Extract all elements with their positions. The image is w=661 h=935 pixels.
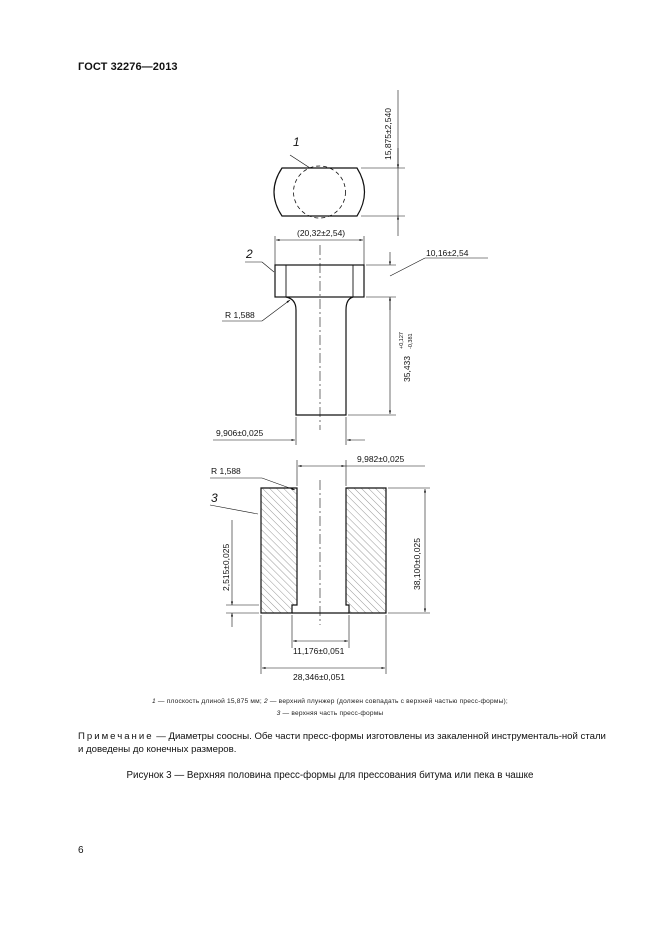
dim-outer-diameter: 28,346±0,051 [293,672,345,682]
dim-plunger-head-height: 10,16±2,54 [426,248,469,258]
figure-caption: Рисунок 3 — Верхняя половина пресс-формы для прессования битума или пека в чашке [126,770,534,781]
figure-legend-line-2 [60,710,600,717]
part3-mold-section [210,454,430,682]
label-item-3: 3 [211,491,218,505]
document-header: ГОСТ 32276—2013 [78,61,178,73]
dim-flat-length: 15,875±2,540 [383,108,393,160]
legend-num-2: 2 [263,698,268,705]
legend-num-1: 1 [152,698,156,705]
dim-cup-height: 38,100±0,025 [412,538,422,590]
note-text: — Диаметры соосны. Обе части пресс-формы изготовлены из закаленной инструменталь-ной стали и доведены до конечных размеров. [78,731,606,755]
label-item-1: 1 [293,135,300,149]
dim-bore-diameter: 9,982±0,025 [357,454,405,464]
dim-plunger-length-base: 35,433 [402,356,412,382]
dim-bore-bottom-height: 2,515±0,025 [221,543,231,591]
dim-radius-top: R 1,588 [225,310,255,320]
legend-num-3: 3 [276,710,281,717]
dim-plunger-head-width: (20,32±2,54) [297,228,346,238]
legend-text-2: — верхний плунжер (должен совпадать с верхней частью пресс-формы); [267,698,508,705]
dim-counterbore-diameter: 11,176±0,051 [293,646,345,656]
dim-plunger-diameter: 9,906±0,025 [216,428,264,438]
label-item-2: 2 [246,247,253,261]
legend-text-3: — верхняя часть пресс-формы [280,710,384,717]
page-number: 6 [78,845,84,856]
part2-plunger [213,228,488,445]
note-label: Примечание [78,731,154,742]
dim-radius-bottom: R 1,588 [211,466,241,476]
part1-top-view [274,90,405,236]
dim-plunger-length-tol-minus: -0,381 [408,333,414,349]
dim-plunger-length-tol-plus: +0,127 [399,332,405,349]
figure-legend-line-1 [60,698,600,705]
legend-text-1: — плоскость длиной 15,875 мм; [155,698,264,705]
dim-plunger-length [399,332,414,382]
note-paragraph [78,731,606,756]
